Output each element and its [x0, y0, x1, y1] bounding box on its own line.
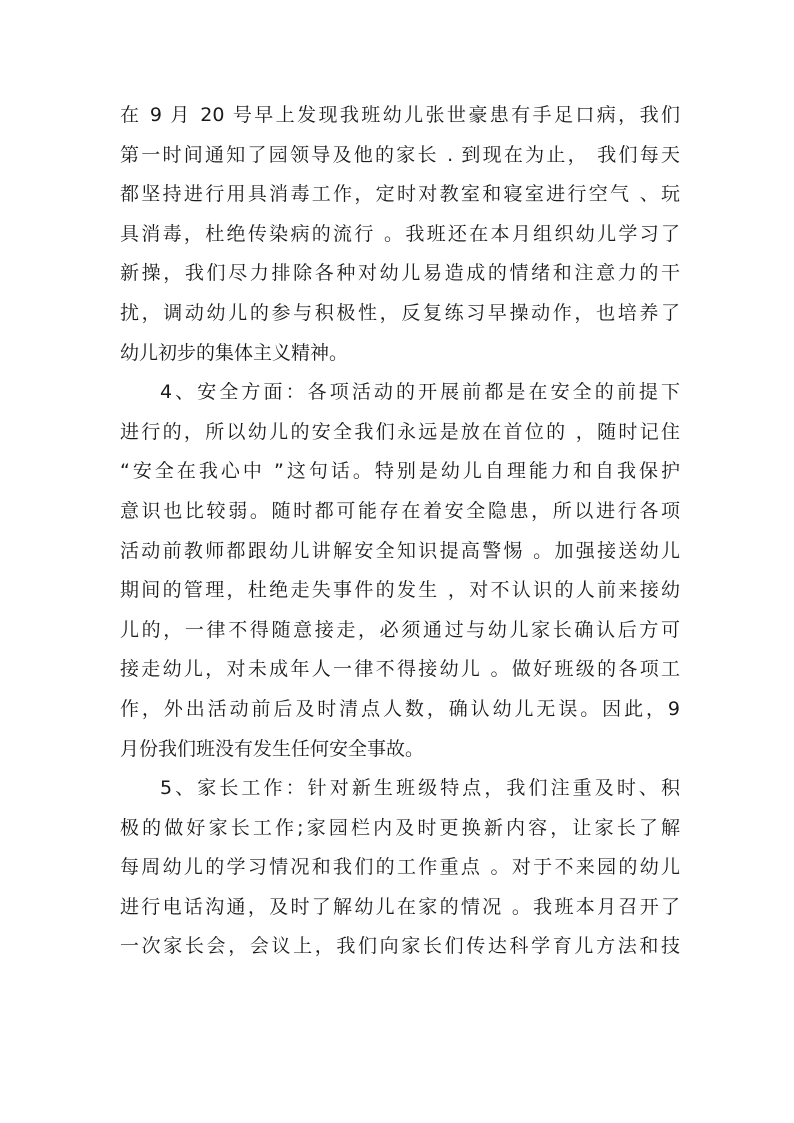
text-line: 扰，调动幼儿的参与积极性，反复练习早操动作，也培养了	[120, 301, 680, 324]
text-line: 幼儿初步的集体主义精神。	[120, 341, 349, 364]
text-line: 进行的，所以幼儿的安全我们永远是放在首位的 ，随时记住	[120, 420, 680, 443]
text-line: “安全在我心中 ”这句话。特别是幼儿自理能力和自我保护	[120, 460, 680, 483]
text-line: 作，外出活动前后及时清点人数，确认幼儿无误。因此，9	[120, 697, 680, 720]
text-line: 进行电话沟通，及时了解幼儿在家的情况 。我班本月召开了	[120, 895, 680, 918]
text-line: 极的做好家长工作;家园栏内及时更换新内容，让家长了解	[120, 816, 680, 839]
text-line: 在 9 月 20 号早上发现我班幼儿张世豪患有手足口病，我们	[120, 104, 680, 126]
text-line: 期间的管理，杜绝走失事件的发生 ，对不认识的人前来接幼	[120, 579, 680, 602]
text-line: 具消毒，杜绝传染病的流行 。我班还在本月组织幼儿学习了	[120, 222, 680, 245]
text-line: 都坚持进行用具消毒工作，定时对教室和寝室进行空气 、玩	[120, 183, 680, 206]
text-line: 第一时间通知了园领导及他的家长 . 到现在为止， 我们每天	[120, 143, 680, 166]
section-heading-parents: 5、家长工作：针对新生班级特点，我们注重及时、积	[160, 777, 680, 800]
text-line: 每周幼儿的学习情况和我们的工作重点 。对于不来园的幼儿	[120, 856, 680, 879]
text-line: 新操，我们尽力排除各种对幼儿易造成的情绪和注意力的干	[120, 262, 680, 285]
text-line: 接走幼儿，对未成年人一律不得接幼儿 。做好班级的各项工	[120, 658, 680, 681]
text-line: 一次家长会，会议上，我们向家长们传达科学育儿方法和技	[120, 935, 680, 958]
text-line: 月份我们班没有发生任何安全事故。	[120, 737, 425, 760]
text-line: 活动前教师都跟幼儿讲解安全知识提高警惕 。加强接送幼儿	[120, 539, 680, 562]
document-body	[120, 96, 680, 967]
section-heading-safety: 4、安全方面：各项活动的开展前都是在安全的前提下	[160, 381, 680, 404]
text-line: 儿的，一律不得随意接走，必须通过与幼儿家长确认后方可	[120, 618, 680, 641]
text-line: 意识也比较弱。随时都可能存在着安全隐患，所以进行各项	[120, 499, 680, 522]
